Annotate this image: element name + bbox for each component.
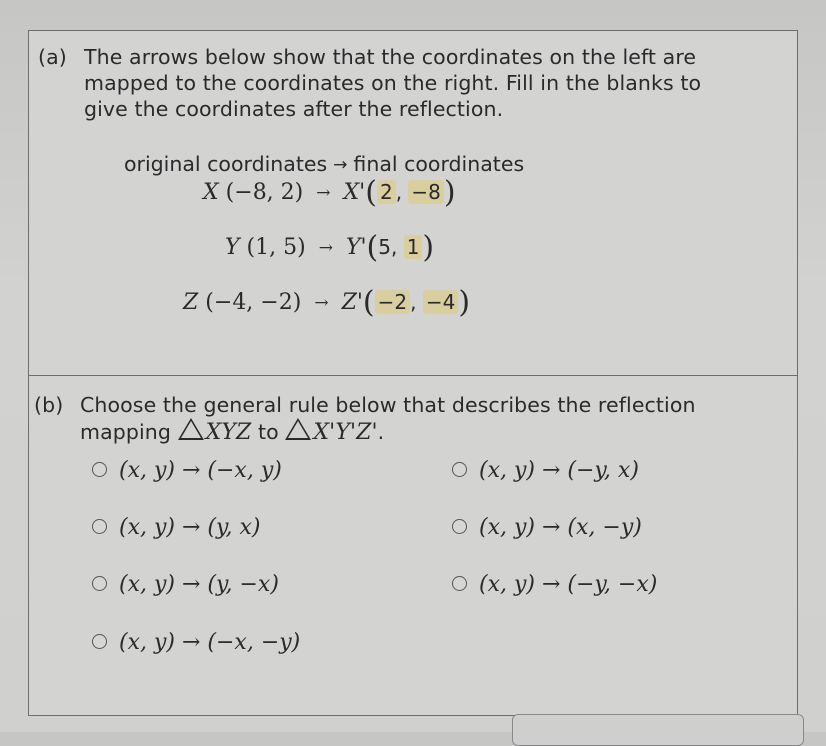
radio-button[interactable] (92, 634, 107, 649)
image-point-name: Z' (341, 290, 363, 315)
comma: , (390, 235, 404, 259)
rule-option-2[interactable] (92, 515, 260, 540)
rule-option-3[interactable] (92, 572, 279, 597)
rule-option-5[interactable] (452, 458, 639, 483)
rule-option-4[interactable] (92, 630, 300, 655)
radio-button[interactable] (92, 462, 107, 477)
answer-blank-y[interactable]: −4 (423, 290, 458, 314)
mapping-row-x (203, 175, 456, 210)
comma: , (395, 180, 409, 204)
header-arrow-icon: → (333, 155, 348, 175)
next-button-edge[interactable] (512, 714, 804, 746)
part-a-label: (a) (38, 45, 67, 69)
map-arrow-icon: → (316, 183, 331, 203)
mapping-row-y (225, 230, 434, 265)
close-paren: ) (458, 285, 471, 320)
radio-button[interactable] (92, 576, 107, 591)
open-paren: ( (362, 285, 375, 320)
map-arrow-icon: → (318, 238, 333, 258)
radio-button[interactable] (92, 519, 107, 534)
orig-point-name: Y (225, 235, 240, 260)
part-a-prompt (38, 44, 778, 122)
close-paren: ) (422, 230, 435, 265)
triangle-icon (178, 418, 204, 440)
connector-word: to (258, 420, 279, 444)
part-b-line2 (34, 418, 774, 446)
rule-option-1[interactable] (92, 458, 282, 483)
answer-blank-y[interactable]: 1 (404, 235, 423, 259)
orig-point-name: Z (183, 290, 199, 315)
header-final: final coordinates (353, 152, 525, 176)
radio-button[interactable] (452, 576, 467, 591)
rule-text: (x, y) → (−x, y) (119, 458, 282, 483)
rule-option-7[interactable] (452, 572, 657, 597)
comma: , (410, 290, 423, 314)
close-paren: ) (443, 175, 456, 210)
orig-point-name: X (203, 180, 219, 205)
orig-coords: (−8, 2) (225, 180, 304, 205)
part-b-prompt (34, 392, 774, 446)
given-x-value: 5 (378, 235, 391, 259)
map-arrow-icon: → (314, 293, 329, 313)
to-triangle-name: X'Y'Z' (313, 420, 378, 445)
column-header (124, 152, 524, 176)
answer-blank-y[interactable]: −8 (408, 180, 443, 204)
rule-text: (x, y) → (x, −y) (479, 515, 642, 540)
triangle-icon (285, 418, 311, 440)
part-a-line1: The arrows below show that the coordinates on the left are (84, 45, 697, 69)
rule-text: (x, y) → (y, −x) (119, 572, 279, 597)
answer-blank-x[interactable]: −2 (375, 290, 410, 314)
radio-button[interactable] (452, 462, 467, 477)
part-a-line2: mapped to the coordinates on the right. Fill in the blanks to (84, 71, 702, 95)
orig-coords: (−4, −2) (205, 290, 302, 315)
part-b-label: (b) (34, 393, 64, 417)
part-b-line1: Choose the general rule below that describes the reflection (80, 393, 696, 417)
answer-blank-x[interactable]: 2 (377, 180, 396, 204)
rule-option-6[interactable] (452, 515, 642, 540)
rule-text: (x, y) → (−y, −x) (479, 572, 658, 597)
mapping-word: mapping (80, 420, 171, 444)
header-original: original coordinates (124, 152, 328, 176)
image-point-name: X' (343, 180, 366, 205)
mapping-row-z (183, 285, 470, 320)
radio-button[interactable] (452, 519, 467, 534)
question-panel (28, 30, 798, 716)
from-triangle-name: XYZ (205, 420, 252, 445)
open-paren: ( (366, 230, 379, 265)
suffix: . (377, 420, 385, 444)
orig-coords: (1, 5) (246, 235, 306, 260)
rule-text: (x, y) → (−y, x) (479, 458, 639, 483)
image-point-name: Y' (345, 235, 367, 260)
open-paren: ( (365, 175, 377, 210)
part-a-line3: give the coordinates after the reflection. (84, 97, 504, 121)
rule-text: (x, y) → (−x, −y) (119, 630, 301, 655)
rule-text: (x, y) → (y, x) (119, 515, 261, 540)
